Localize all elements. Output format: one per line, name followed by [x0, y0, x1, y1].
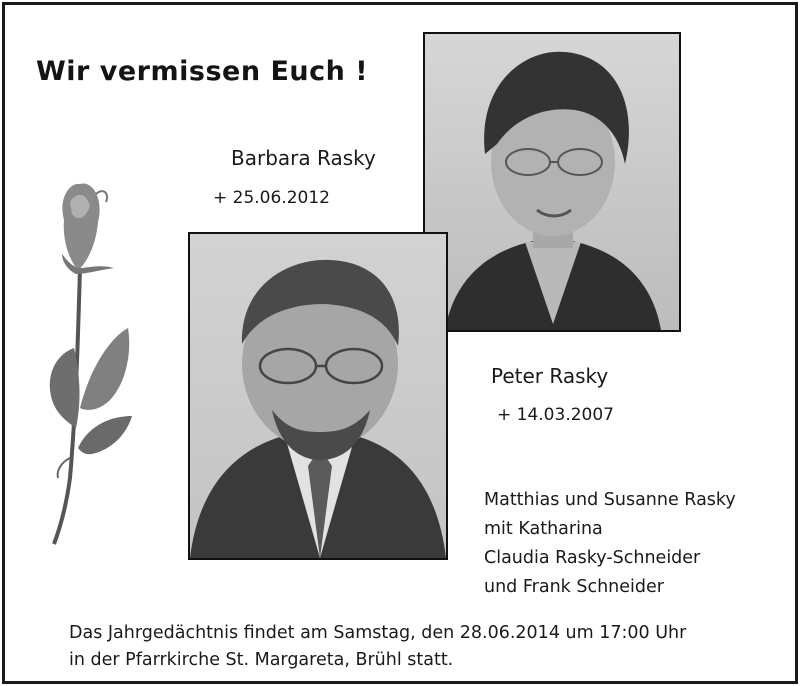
person-date-peter: + 14.03.2007	[497, 405, 614, 425]
person-date-barbara: + 25.06.2012	[213, 188, 330, 208]
mourners-list	[484, 486, 736, 602]
photo-peter	[188, 232, 448, 560]
rose-icon	[40, 178, 140, 548]
mourner-line: mit Katharina	[484, 519, 603, 539]
mourner-line: und Frank Schneider	[484, 577, 664, 597]
person-name-peter: Peter Rasky	[491, 364, 609, 388]
person-name-barbara: Barbara Rasky	[231, 146, 376, 170]
mourner-line: Matthias und Susanne Rasky	[484, 490, 736, 510]
headline: Wir vermissen Euch !	[36, 56, 369, 87]
notice-line: in der Pfarrkirche St. Margareta, Brühl statt.	[69, 650, 454, 670]
mourner-line: Claudia Rasky-Schneider	[484, 548, 701, 568]
memorial-notice	[69, 620, 686, 674]
notice-line: Das Jahrgedächtnis findet am Samstag, den 28.06.2014 um 17:00 Uhr	[69, 623, 687, 643]
photo-barbara	[423, 32, 681, 332]
